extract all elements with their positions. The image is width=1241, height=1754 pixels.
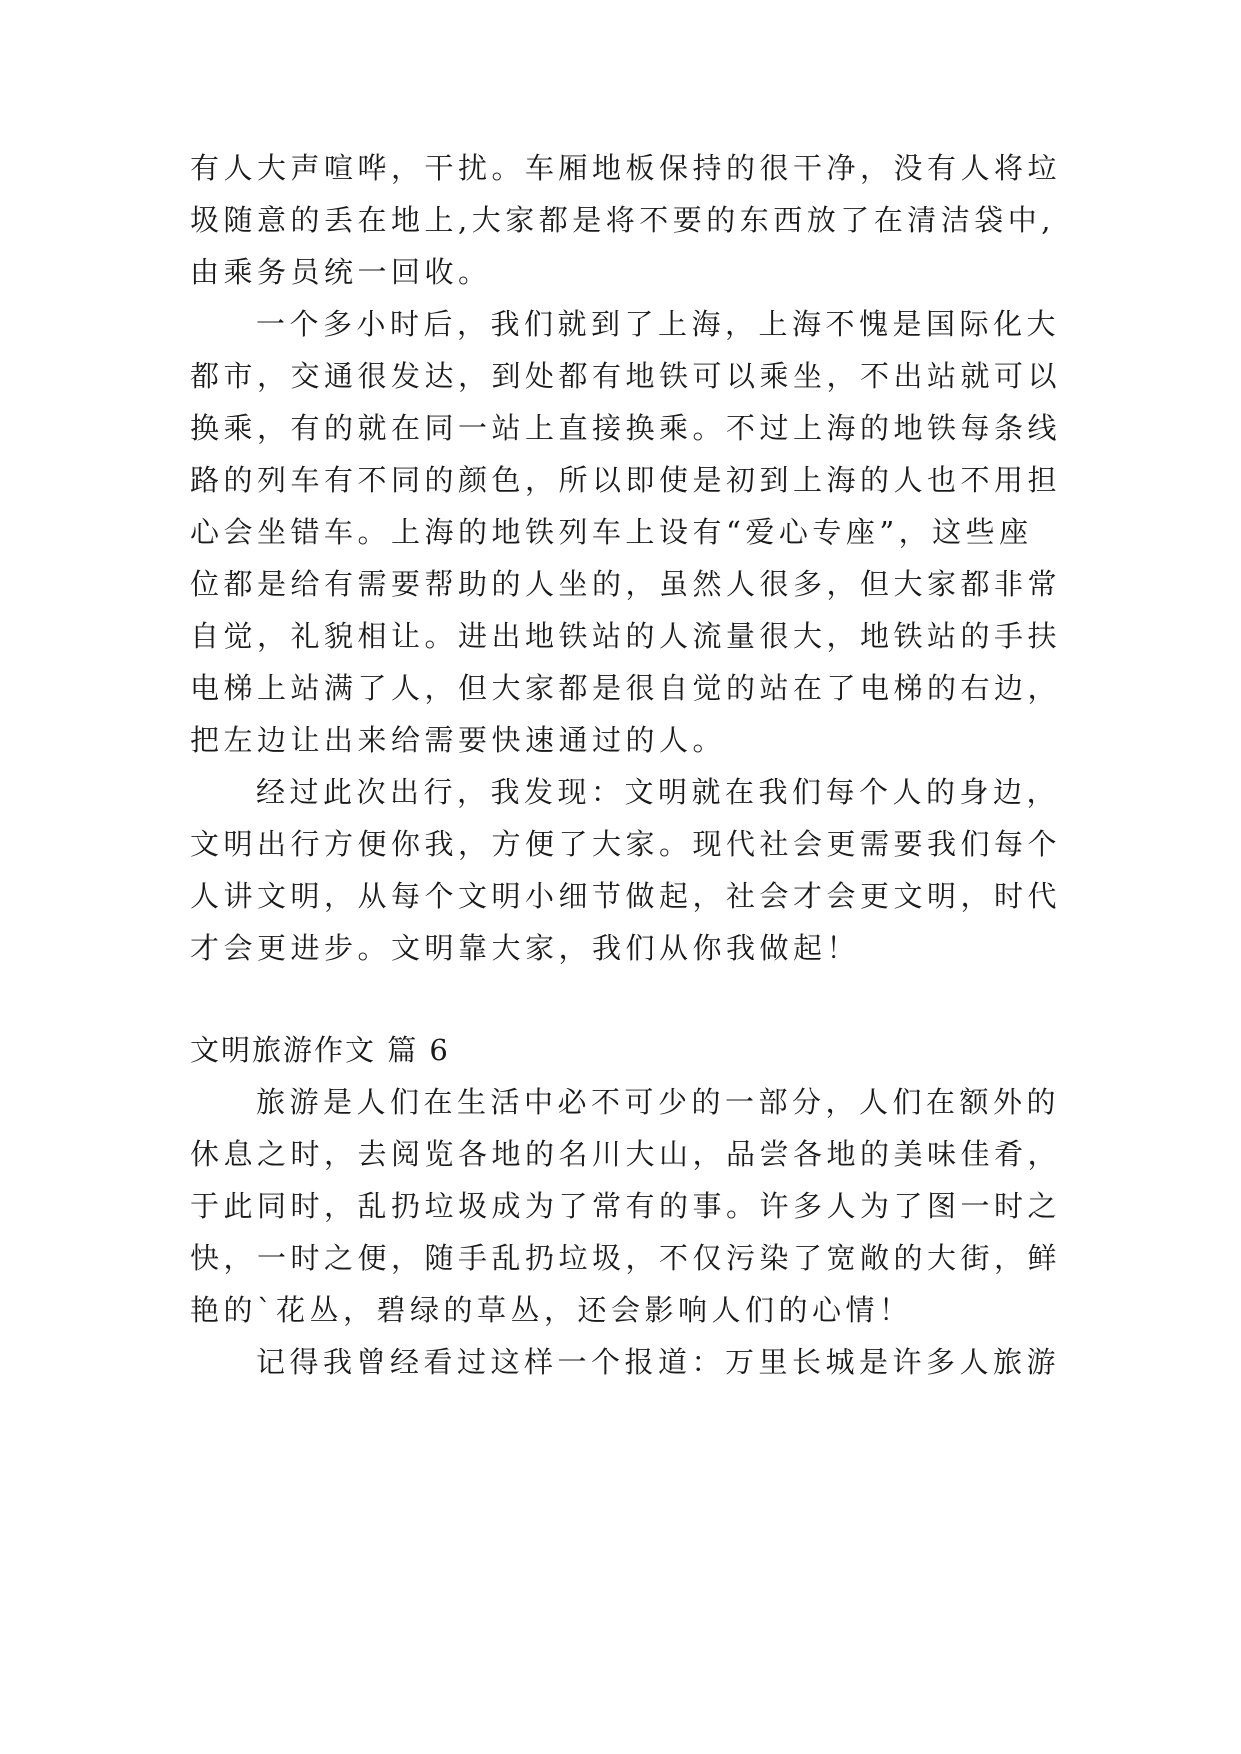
paragraph-5-line-1: 记得我曾经看过这样一个报道：万里长城是许多人旅游 bbox=[256, 1345, 1061, 1379]
paragraph-2-line-1: 一个多小时后，我们就到了上海，上海不愧是国际化大 bbox=[256, 307, 1061, 341]
paragraph-2-line-4: 路的列车有不同的颜色，所以即使是初到上海的人也不用担 bbox=[190, 463, 1062, 497]
paragraph-3-line-3: 人讲文明，从每个文明小细节做起，社会才会更文明，时代 bbox=[190, 879, 1062, 913]
paragraph-3-line-4: 才会更进步。文明靠大家，我们从你我做起！ bbox=[190, 931, 861, 965]
paragraph-2-line-6: 位都是给有需要帮助的人坐的，虽然人很多，但大家都非常 bbox=[190, 567, 1062, 601]
paragraph-2-line-7: 自觉，礼貌相让。进出地铁站的人流量很大，地铁站的手扶 bbox=[190, 619, 1062, 653]
paragraph-2-line-8: 电梯上站满了人，但大家都是很自觉的站在了电梯的右边， bbox=[190, 671, 1062, 705]
paragraph-2-line-9: 把左边让出来给需要快速通过的人。 bbox=[190, 723, 727, 757]
paragraph-2-line-5: 心会坐错车。上海的地铁列车上设有“爱心专座”，这些座 bbox=[190, 515, 1033, 549]
paragraph-4-line-5: 艳的`花丛，碧绿的草丛，还会影响人们的心情！ bbox=[190, 1293, 913, 1327]
paragraph-4-line-4: 快，一时之便，随手乱扔垃圾，不仅污染了宽敞的大街，鲜 bbox=[190, 1241, 1062, 1275]
paragraph-4-line-2: 休息之时，去阅览各地的名川大山，品尝各地的美味佳肴， bbox=[190, 1137, 1062, 1171]
paragraph-2-line-2: 都市，交通很发达，到处都有地铁可以乘坐，不出站就可以 bbox=[190, 359, 1062, 393]
paragraph-4-line-1: 旅游是人们在生活中必不可少的一部分，人们在额外的 bbox=[256, 1085, 1061, 1119]
paragraph-4-line-3: 于此同时，乱扔垃圾成为了常有的事。许多人为了图一时之 bbox=[190, 1189, 1062, 1223]
paragraph-3-line-2: 文明出行方便你我，方便了大家。现代社会更需要我们每个 bbox=[190, 827, 1062, 861]
paragraph-2-line-3: 换乘，有的就在同一站上直接换乘。不过上海的地铁每条线 bbox=[190, 411, 1062, 445]
section-heading: 文明旅游作文 篇 6 bbox=[190, 1033, 450, 1067]
paragraph-1-line-3: 由乘务员统一回收。 bbox=[190, 255, 492, 289]
paragraph-3-line-1: 经过此次出行，我发现：文明就在我们每个人的身边， bbox=[256, 775, 1061, 809]
paragraph-1-line-1: 有人大声喧哗，干扰。车厢地板保持的很干净，没有人将垃 bbox=[190, 151, 1062, 185]
paragraph-1-line-2: 圾随意的丢在地上,大家都是将不要的东西放了在清洁袋中, bbox=[190, 203, 1055, 237]
